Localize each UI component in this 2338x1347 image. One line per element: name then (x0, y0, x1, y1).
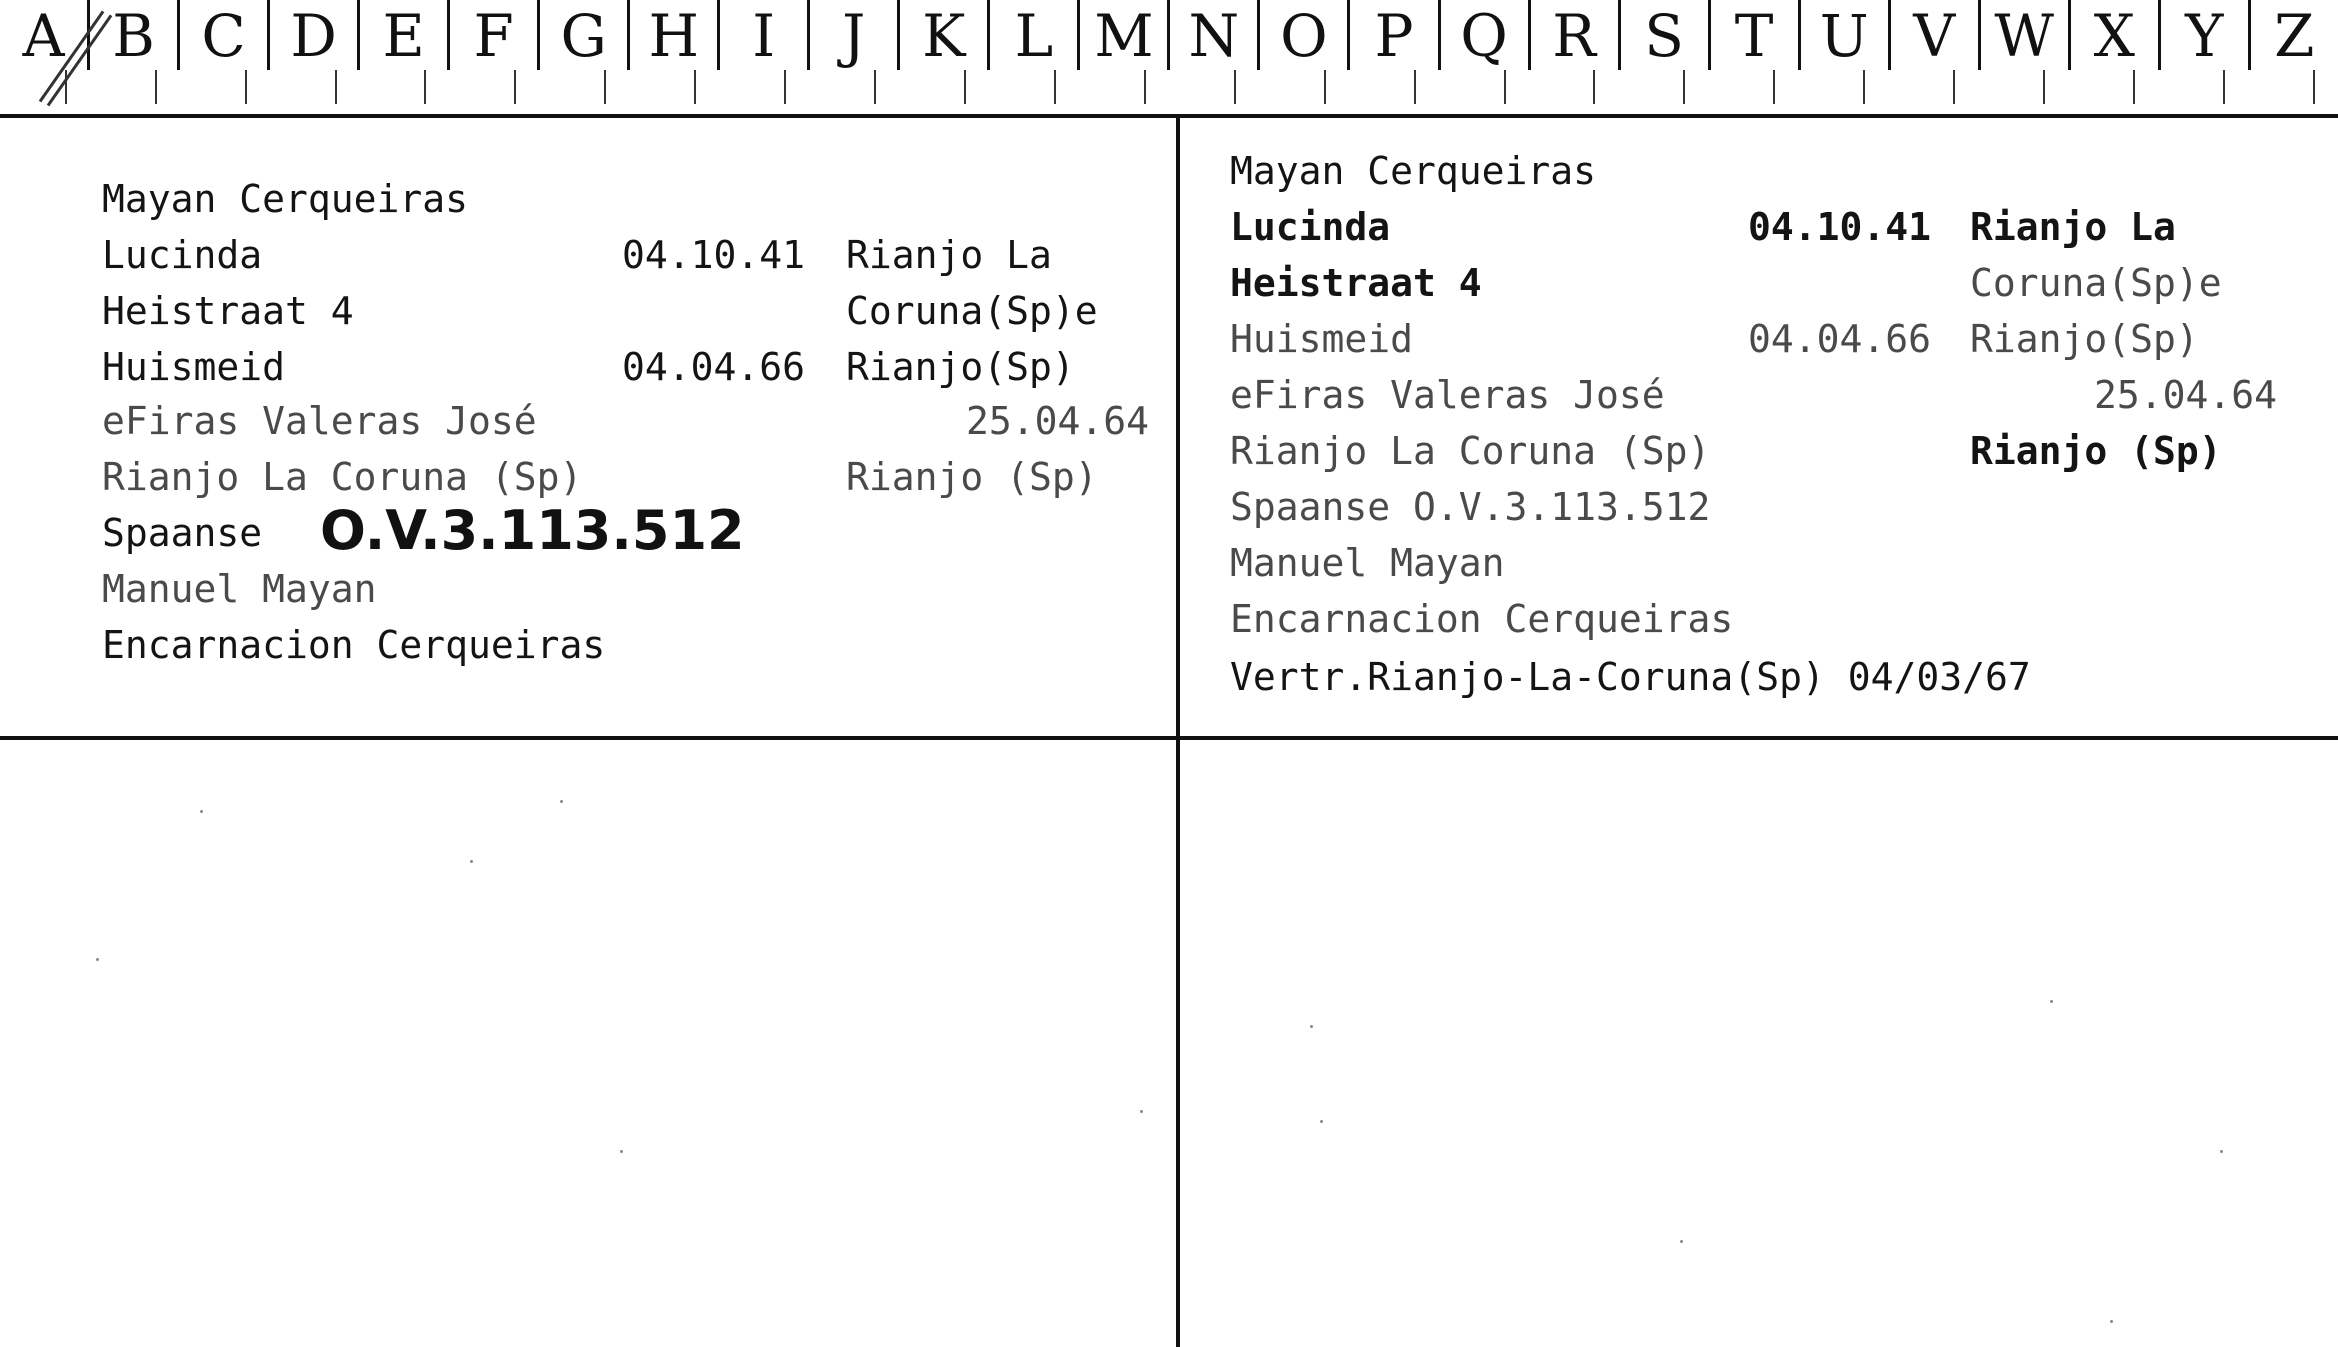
index-letter: B (112, 2, 155, 70)
index-cell-y (2158, 0, 2248, 70)
index-cell-o (1257, 0, 1347, 70)
index-letter: F (473, 2, 514, 70)
index-cell-s (1618, 0, 1708, 70)
arrival-date: 04.04.66 (1748, 317, 1932, 361)
index-cell-c (177, 0, 267, 70)
lower-right-blank-area (1180, 740, 2338, 1347)
alphabet-index-strip (0, 0, 2338, 118)
birth-date: 04.10.41 (622, 233, 806, 277)
index-tick (2043, 70, 2045, 104)
arrival-date: 04.04.66 (622, 345, 806, 389)
spouse-origin: Rianjo La Coruna (Sp) (102, 455, 583, 499)
index-cell-g (537, 0, 627, 70)
scan-speck (200, 810, 203, 813)
index-tick (1863, 70, 1865, 104)
father-name: Manuel Mayan (1230, 541, 1505, 585)
scan-speck (470, 860, 473, 863)
surname: Mayan Cerqueiras (102, 177, 469, 221)
passport-number: O.V.3.113.512 (320, 499, 745, 562)
index-tick (1324, 70, 1326, 104)
scan-speck (96, 958, 99, 961)
birth-place-cont: Coruna(Sp)e (1970, 261, 2222, 305)
index-cell-t (1708, 0, 1798, 70)
birth-date: 04.10.41 (1748, 205, 1932, 249)
index-tick (2223, 70, 2225, 104)
index-tick (424, 70, 426, 104)
index-tick (1054, 70, 1056, 104)
index-letter: O (1280, 2, 1328, 70)
index-tick (604, 70, 606, 104)
index-letter: M (1094, 2, 1154, 70)
mother-name: Encarnacion Cerqueiras (102, 623, 606, 667)
index-letter: C (201, 2, 246, 70)
index-cell-v (1888, 0, 1978, 70)
right-record-card (1180, 118, 2338, 736)
index-cell-u (1798, 0, 1888, 70)
birth-place: Rianjo La (846, 233, 1052, 277)
first-name: Lucinda (102, 233, 263, 277)
scan-speck (1140, 1110, 1143, 1113)
index-tick (964, 70, 966, 104)
index-letter: N (1188, 2, 1240, 70)
index-tick (155, 70, 157, 104)
scan-speck (1680, 1240, 1683, 1243)
arrival-place: Rianjo(Sp) (1970, 317, 2199, 361)
index-letter: I (752, 2, 776, 70)
birth-place: Rianjo La (1970, 205, 2176, 249)
index-cell-h (627, 0, 717, 70)
marriage-place: Rianjo (Sp) (1970, 429, 2222, 473)
index-tick (335, 70, 337, 104)
left-record-card (0, 118, 1176, 736)
index-tick (1234, 70, 1236, 104)
scan-speck (2050, 1000, 2053, 1003)
index-letter: U (1819, 2, 1869, 70)
index-tick (1414, 70, 1416, 104)
marriage-date: 25.04.64 (2094, 373, 2278, 417)
index-letter: K (922, 2, 966, 70)
nationality: Spaanse (102, 511, 263, 555)
scan-speck (2110, 1320, 2113, 1323)
surname: Mayan Cerqueiras (1230, 149, 1597, 193)
index-letter: X (2093, 2, 2135, 70)
index-cell-r (1528, 0, 1618, 70)
index-letter: G (560, 2, 607, 70)
index-tick (1144, 70, 1146, 104)
alphabet-letter-row (0, 0, 2338, 70)
index-cell-n (1167, 0, 1257, 70)
index-tick (1953, 70, 1955, 104)
birth-place-cont: Coruna(Sp)e (846, 289, 1098, 333)
index-cell-j (807, 0, 897, 70)
index-letter: Q (1460, 2, 1508, 70)
index-tick (874, 70, 876, 104)
index-letter: W (1994, 2, 2055, 70)
spouse-origin: Rianjo La Coruna (Sp) (1230, 429, 1711, 473)
index-letter: H (648, 2, 700, 70)
index-tick (2133, 70, 2135, 104)
marriage-date: 25.04.64 (966, 399, 1150, 443)
departure-record: Vertr.Rianjo-La-Coruna(Sp) 04/03/67 (1230, 655, 2031, 699)
index-letter: L (1014, 2, 1054, 70)
index-letter: S (1644, 2, 1684, 70)
index-tick (1683, 70, 1685, 104)
nationality-passport: Spaanse O.V.3.113.512 (1230, 485, 1711, 529)
index-tick-row (0, 70, 2338, 118)
index-cell-q (1438, 0, 1528, 70)
scan-speck (1320, 1120, 1323, 1123)
scan-speck (620, 1150, 623, 1153)
index-tick (1504, 70, 1506, 104)
lower-left-blank-area (0, 740, 1176, 1347)
index-letter: D (290, 2, 337, 70)
index-cell-a (0, 0, 87, 70)
index-letter: Z (2274, 2, 2315, 70)
index-letter: T (1734, 2, 1774, 70)
index-tick (694, 70, 696, 104)
index-tick (784, 70, 786, 104)
index-cell-d (267, 0, 357, 70)
index-tick (1773, 70, 1775, 104)
index-cell-f (447, 0, 537, 70)
spouse-name: eFiras Valeras José (1230, 373, 1665, 417)
arrival-place: Rianjo(Sp) (846, 345, 1075, 389)
index-tick (1593, 70, 1595, 104)
first-name: Lucinda (1230, 205, 1391, 249)
index-cell-m (1077, 0, 1167, 70)
index-letter: J (842, 2, 866, 70)
index-cell-p (1347, 0, 1437, 70)
index-letter: V (1913, 2, 1956, 70)
index-cell-l (987, 0, 1077, 70)
index-cell-x (2068, 0, 2158, 70)
mother-name: Encarnacion Cerqueiras (1230, 597, 1734, 641)
index-cell-e (357, 0, 447, 70)
scan-speck (2220, 1150, 2223, 1153)
scan-speck (560, 800, 563, 803)
index-letter: R (1552, 2, 1596, 70)
index-tick (514, 70, 516, 104)
index-cell-k (897, 0, 987, 70)
index-letter: E (382, 2, 425, 70)
scan-speck (1310, 1025, 1313, 1028)
occupation: Huismeid (1230, 317, 1414, 361)
address: Heistraat 4 (1230, 261, 1482, 305)
address: Heistraat 4 (102, 289, 354, 333)
index-letter: Y (2185, 2, 2224, 70)
father-name: Manuel Mayan (102, 567, 377, 611)
index-tick (245, 70, 247, 104)
marriage-place: Rianjo (Sp) (846, 455, 1098, 499)
index-tick (2313, 70, 2315, 104)
index-cell-i (717, 0, 807, 70)
index-letter: P (1374, 2, 1414, 70)
spouse-name: eFiras Valeras José (102, 399, 537, 443)
index-cell-w (1978, 0, 2068, 70)
occupation: Huismeid (102, 345, 286, 389)
index-letter: A (22, 2, 65, 70)
index-cell-z (2248, 0, 2338, 70)
